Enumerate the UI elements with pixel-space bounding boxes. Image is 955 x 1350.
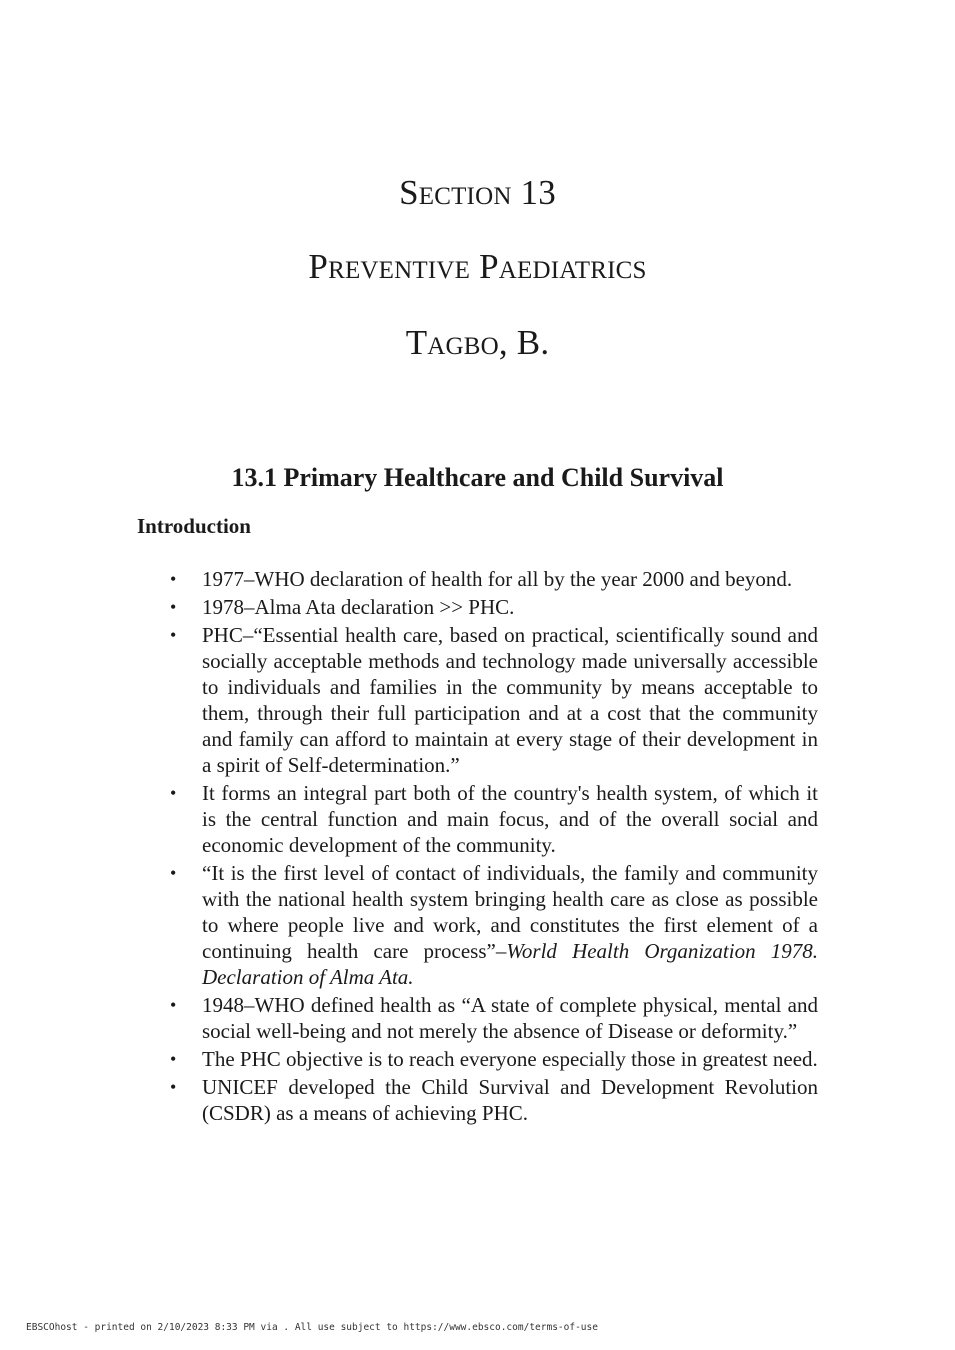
bullet-item [170,992,818,1044]
bullet-item [170,594,818,620]
author-name: Tagbo, B. [405,323,550,362]
bullet-icon: • [170,1077,177,1097]
bullet-text: “It is the first level of contact of individuals, the family and community with the national health system bringing health care as close as possible to where people live and work, and constitutes the first element of a continuing health care process”–World Health Organization 1978. Declaration of Alma Ata. [202,861,819,989]
bullet-text: 1948–WHO defined health as “A state of complete physical, mental and social well-being and not merely the absence of Disease or deformity.” [202,993,818,1043]
bullet-item [170,566,818,592]
section-title: Section 13 [399,173,556,212]
bullet-icon: • [170,783,177,803]
citation-italic: World Health Organization 1978. Declaration of Alma Ata. [202,939,819,989]
bullet-icon: • [170,597,177,617]
bullet-icon: • [170,995,177,1015]
bullet-icon: • [170,1049,177,1069]
bullet-icon: • [170,625,177,645]
bullet-icon: • [170,863,177,883]
bullet-item [170,860,818,990]
bullet-item [170,1074,818,1126]
introduction-heading: Introduction [137,514,251,538]
bullet-text: The PHC objective is to reach everyone especially those in greatest need. [202,1047,818,1071]
bullet-item [170,1046,818,1072]
chapter-title: Preventive Paediatrics [308,247,647,286]
bullet-text: 1978–Alma Ata declaration >> PHC. [202,595,515,619]
bullet-list [170,566,818,1128]
subsection-title: 13.1 Primary Healthcare and Child Survival [231,463,724,492]
bullet-text: PHC–“Essential health care, based on practical, scientifically sound and socially acceptable methods and technology made universally accessible to individuals and families in the community by means acceptable to them, through their full participation and at a cost that the community and family can afford to maintain at every stage of their development in a spirit of Self-determination.” [202,623,818,777]
bullet-item [170,622,818,778]
bullet-text: UNICEF developed the Child Survival and Development Revolution (CSDR) as a means of achieving PHC. [202,1075,818,1125]
bullet-item [170,780,818,858]
print-footer: EBSCOhost - printed on 2/10/2023 8:33 PM via . All use subject to https://www.ebsco.com/terms-of-use [26,1322,598,1333]
bullet-text: It forms an integral part both of the country's health system, of which it is the central function and main focus, and of the overall social and economic development of the community. [202,781,818,857]
bullet-text: 1977–WHO declaration of health for all by the year 2000 and beyond. [202,567,793,591]
bullet-icon: • [170,569,177,589]
